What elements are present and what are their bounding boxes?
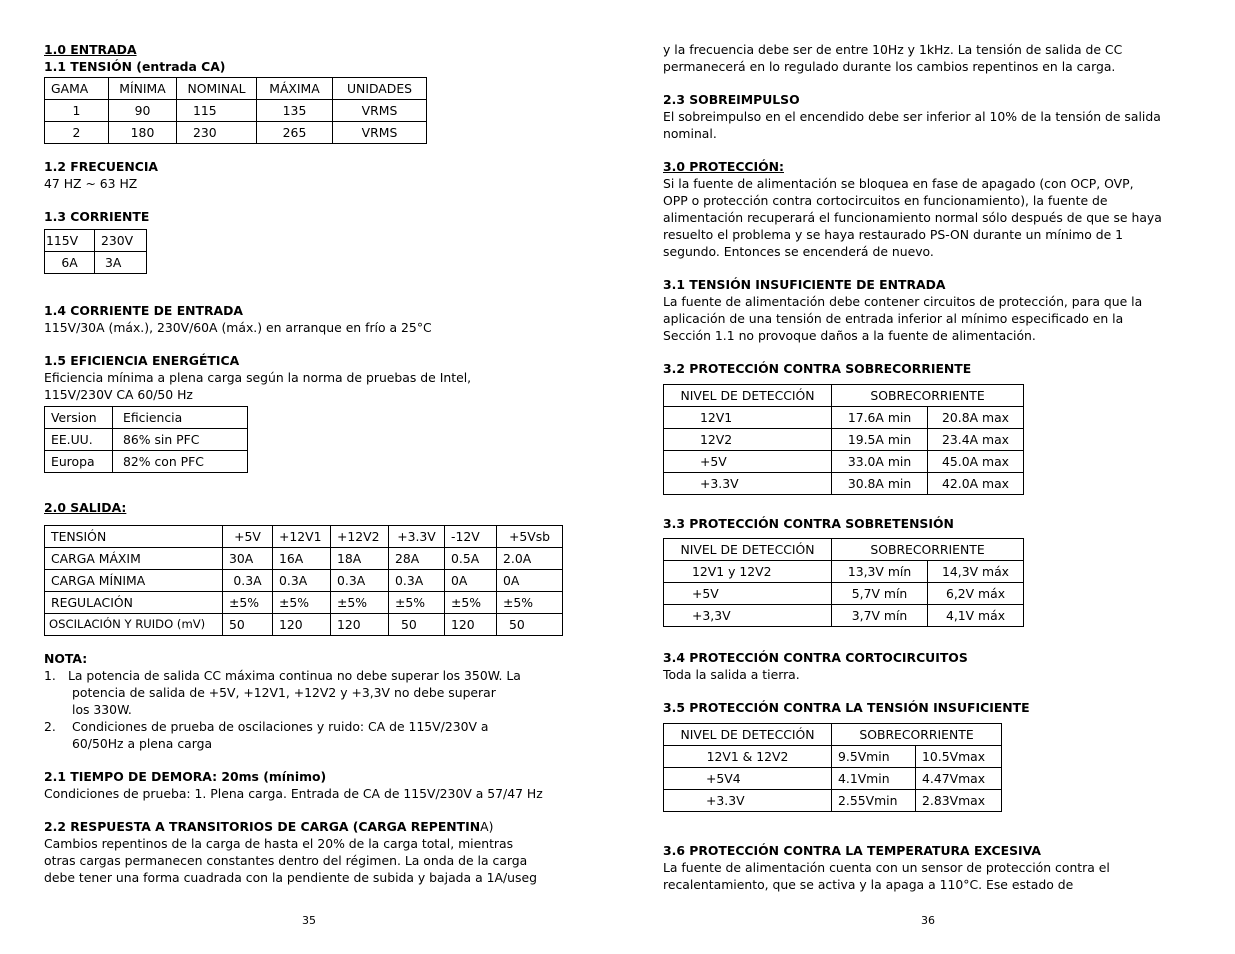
table-cell: 0A [445, 570, 497, 592]
note-number: 2. [44, 719, 56, 734]
section-text: 115V/230V CA 60/50 Hz [44, 387, 193, 402]
table-cell: GAMA [45, 78, 109, 100]
table-cell: 265 [257, 122, 333, 144]
table-cell: EE.UU. [45, 429, 113, 451]
table-header-row [45, 407, 248, 429]
section-2-3 [663, 91, 1203, 142]
table-cell: +5V4 [664, 768, 832, 790]
table-cell: +3.3V [389, 526, 445, 548]
table-row [45, 252, 147, 274]
table-cell: CARGA MÁXIM [45, 548, 223, 570]
table-cell: 20.8A max [928, 407, 1024, 429]
table-cell: 0A [497, 570, 563, 592]
section-1-3 [44, 208, 584, 225]
table-cell: 17.6A min [832, 407, 928, 429]
section-3-3 [663, 515, 1203, 532]
table-cell: 4.1Vmin [832, 768, 916, 790]
table-header-row [664, 385, 1024, 407]
table-cell: 45.0A max [928, 451, 1024, 473]
table-cell: ±5% [273, 592, 331, 614]
current-table [44, 229, 147, 274]
table-cell: 120 [331, 614, 389, 636]
table-cell: 28A [389, 548, 445, 570]
table-cell: 0.3A [223, 570, 273, 592]
section-text: 115V/30A (máx.), 230V/60A (máx.) en arranque en frío a 25°C [44, 320, 432, 335]
section-text: Toda la salida a tierra. [663, 667, 800, 682]
section-2-0 [44, 499, 584, 516]
table-cell: 50 [497, 614, 563, 636]
table-cell: 42.0A max [928, 473, 1024, 495]
table-row [664, 473, 1024, 495]
section-3-2 [663, 360, 1203, 377]
table-cell: 3A [95, 252, 147, 274]
table-row [45, 429, 248, 451]
section-3-0 [663, 158, 1203, 260]
table-cell: REGULACIÓN [45, 592, 223, 614]
table-cell: VRMS [333, 122, 427, 144]
table-row [45, 570, 563, 592]
table-cell: +12V2 [331, 526, 389, 548]
table-cell: NOMINAL [177, 78, 257, 100]
section-title: 3.4 PROTECCIÓN CONTRA CORTOCIRCUITOS [663, 650, 968, 665]
section-text: Eficiencia mínima a plena carga según la norma de pruebas de Intel, [44, 370, 472, 385]
table-cell: 23.4A max [928, 429, 1024, 451]
table-cell: 12V1 & 12V2 [664, 746, 832, 768]
section-title: 3.6 PROTECCIÓN CONTRA LA TEMPERATURA EXCESIVA [663, 843, 1041, 858]
section-text: Sección 1.1 no provoque daños a la fuente de alimentación. [663, 328, 1036, 343]
section-title: 3.3 PROTECCIÓN CONTRA SOBRETENSIÓN [663, 516, 954, 531]
table-cell: 180 [109, 122, 177, 144]
section-1-5 [44, 352, 584, 403]
section-text: recalentamiento, que se activa y la apaga a 110°C. Ese estado de [663, 877, 1074, 892]
table-row [45, 122, 427, 144]
section-text: aplicación de una tensión de entrada inferior al mínimo especificado en la [663, 311, 1124, 326]
table-cell: NIVEL DE DETECCIÓN [664, 539, 832, 561]
table-cell: 90 [109, 100, 177, 122]
table-cell: 0.3A [331, 570, 389, 592]
table-cell: ±5% [445, 592, 497, 614]
section-text: segundo. Entonces se encenderá de nuevo. [663, 244, 934, 259]
table-cell: 18A [331, 548, 389, 570]
section-title: 2.3 SOBREIMPULSO [663, 92, 800, 107]
page-number: 36 [921, 914, 935, 927]
table-cell: 50 [223, 614, 273, 636]
table-cell: 86% sin PFC [113, 429, 248, 451]
section-title-end: A) [480, 819, 494, 834]
section-3-4 [663, 649, 1203, 683]
section-3-6 [663, 842, 1203, 893]
table-header-row [664, 724, 1002, 746]
section-title: 3.0 PROTECCIÓN: [663, 159, 784, 174]
table-cell: ±5% [389, 592, 445, 614]
table-cell: 30.8A min [832, 473, 928, 495]
table-cell: 14,3V máx [928, 561, 1024, 583]
table-cell: +5V [223, 526, 273, 548]
section-title: 1.5 EFICIENCIA ENERGÉTICA [44, 353, 240, 368]
table-cell: 0.3A [273, 570, 331, 592]
table-row [45, 614, 563, 636]
table-cell: 30A [223, 548, 273, 570]
section-3-5 [663, 699, 1203, 716]
table-cell: CARGA MÍNIMA [45, 570, 223, 592]
section-text: resuelto el problema y se haya restaurado PS-ON durante un mínimo de 1 [663, 227, 1124, 242]
section-1-4 [44, 302, 584, 336]
table-cell: 115 [177, 100, 257, 122]
section-text: alimentación recuperará el funcionamiento normal sólo después de que se haya [663, 210, 1162, 225]
table-cell: 120 [273, 614, 331, 636]
table-cell: TENSIÓN [45, 526, 223, 548]
table-cell: +5V [664, 583, 832, 605]
table-cell: 120 [445, 614, 497, 636]
table-cell: 0.3A [389, 570, 445, 592]
table-cell: MÍNIMA [109, 78, 177, 100]
section-title: 1.3 CORRIENTE [44, 209, 150, 224]
table-row [664, 605, 1024, 627]
left-page [44, 41, 584, 886]
section-1-2 [44, 158, 584, 192]
efficiency-table [44, 406, 248, 473]
table-cell: 33.0A min [832, 451, 928, 473]
table-cell: 6A [45, 252, 95, 274]
table-cell: 19.5A min [832, 429, 928, 451]
table-cell: SOBRECORRIENTE [832, 385, 1024, 407]
note-number: 1. [44, 668, 56, 683]
input-voltage-table [44, 77, 427, 144]
table-cell: 2.55Vmin [832, 790, 916, 812]
table-header-row [45, 230, 147, 252]
table-cell: 50 [389, 614, 445, 636]
table-cell: UNIDADES [333, 78, 427, 100]
overcurrent-table [663, 384, 1024, 495]
table-cell: ±5% [331, 592, 389, 614]
section-2-2 [44, 818, 584, 886]
table-row [45, 548, 563, 570]
table-header-row [664, 539, 1024, 561]
section-title: 1.0 ENTRADA [44, 42, 137, 57]
table-cell: +5V [664, 451, 832, 473]
section-3-1 [663, 276, 1203, 344]
table-cell: NIVEL DE DETECCIÓN [664, 724, 832, 746]
section-title: 1.4 CORRIENTE DE ENTRADA [44, 303, 244, 318]
table-row [664, 583, 1024, 605]
table-cell: 2 [45, 122, 109, 144]
table-cell: OSCILACIÓN Y RUIDO (mV) [45, 614, 223, 636]
section-text: nominal. [663, 126, 717, 141]
note-line: potencia de salida de +5V, +12V1, +12V2 y +3,3V no debe superar [72, 685, 496, 700]
overvoltage-table [663, 538, 1024, 627]
note-line: Condiciones de prueba de oscilaciones y ruido: CA de 115V/230V a [72, 719, 489, 734]
table-cell: 115V [45, 230, 95, 252]
table-cell: 6,2V máx [928, 583, 1024, 605]
note-block [44, 650, 584, 752]
table-cell: 4,1V máx [928, 605, 1024, 627]
note-line: los 330W. [72, 702, 132, 717]
table-cell: 135 [257, 100, 333, 122]
note-title: NOTA: [44, 651, 88, 666]
table-cell: +12V1 [273, 526, 331, 548]
section-2-1 [44, 768, 584, 802]
section-text: Condiciones de prueba: 1. Plena carga. Entrada de CA de 115V/230V a 57/47 Hz [44, 786, 543, 801]
table-cell: 10.5Vmax [916, 746, 1002, 768]
section-text: Si la fuente de alimentación se bloquea en fase de apagado (con OCP, OVP, [663, 176, 1134, 191]
table-cell: +5Vsb [497, 526, 563, 548]
table-row [664, 451, 1024, 473]
note-line: 60/50Hz a plena carga [72, 736, 213, 751]
section-text: La fuente de alimentación cuenta con un sensor de protección contra el [663, 860, 1110, 875]
table-cell: ±5% [223, 592, 273, 614]
table-cell: NIVEL DE DETECCIÓN [664, 385, 832, 407]
table-row [664, 429, 1024, 451]
section-text: Cambios repentinos de la carga de hasta el 20% de la carga total, mientras [44, 836, 514, 851]
table-cell: SOBRECORRIENTE [832, 539, 1024, 561]
table-cell: -12V [445, 526, 497, 548]
table-cell: 9.5Vmin [832, 746, 916, 768]
table-cell: 82% con PFC [113, 451, 248, 473]
subsection-title: 1.1 TENSIÓN (entrada CA) [44, 59, 226, 74]
note-item [44, 718, 584, 752]
right-page [663, 41, 1203, 893]
note-line: La potencia de salida CC máxima continua no debe superar los 350W. La [68, 668, 521, 683]
section-title: 2.0 SALIDA: [44, 500, 127, 515]
table-row [664, 768, 1002, 790]
section-text: debe tener una forma cuadrada con la pendiente de subida y bajada a 1A/useg [44, 870, 537, 885]
table-row [664, 746, 1002, 768]
section-text: El sobreimpulso en el encendido debe ser inferior al 10% de la tensión de salida [663, 109, 1161, 124]
section-text: 47 HZ ~ 63 HZ [44, 176, 138, 191]
section-text: otras cargas permanecen constantes dentro del régimen. La onda de la carga [44, 853, 528, 868]
table-row [664, 407, 1024, 429]
table-cell: Version [45, 407, 113, 429]
table-row [45, 451, 248, 473]
table-cell: VRMS [333, 100, 427, 122]
section-title: 3.2 PROTECCIÓN CONTRA SOBRECORRIENTE [663, 361, 972, 376]
section-title: 2.2 RESPUESTA A TRANSITORIOS DE CARGA (CARGA REPENTIN [44, 819, 481, 834]
section-title: 1.2 FRECUENCIA [44, 159, 159, 174]
table-cell: MÁXIMA [257, 78, 333, 100]
table-cell: 230V [95, 230, 147, 252]
page-number: 35 [302, 914, 316, 927]
table-cell: 1 [45, 100, 109, 122]
section-text: OPP o protección contra cortocircuitos en funcionamiento), la fuente de [663, 193, 1108, 208]
table-row [45, 592, 563, 614]
table-row [45, 100, 427, 122]
table-cell: +3,3V [664, 605, 832, 627]
table-cell: 12V2 [664, 429, 832, 451]
undervoltage-table [663, 723, 1002, 812]
table-cell: 4.47Vmax [916, 768, 1002, 790]
output-table [44, 525, 563, 636]
table-cell: ±5% [497, 592, 563, 614]
section-1-0 [44, 41, 584, 75]
table-cell: Eficiencia [113, 407, 248, 429]
table-cell: 12V1 [664, 407, 832, 429]
table-row [664, 790, 1002, 812]
table-cell: 2.83Vmax [916, 790, 1002, 812]
table-cell: 5,7V mín [832, 583, 928, 605]
table-cell: 230 [177, 122, 257, 144]
table-cell: 12V1 y 12V2 [664, 561, 832, 583]
section-text: y la frecuencia debe ser de entre 10Hz y 1kHz. La tensión de salida de CC [663, 42, 1123, 57]
table-cell: 16A [273, 548, 331, 570]
section-title: 3.1 TENSIÓN INSUFICIENTE DE ENTRADA [663, 277, 946, 292]
section-title: 3.5 PROTECCIÓN CONTRA LA TENSIÓN INSUFICIENTE [663, 700, 1030, 715]
table-cell: 0.5A [445, 548, 497, 570]
table-header-row [45, 78, 427, 100]
table-cell: 2.0A [497, 548, 563, 570]
table-cell: Europa [45, 451, 113, 473]
table-cell: +3.3V [664, 790, 832, 812]
continued-text [663, 41, 1203, 75]
table-row [664, 561, 1024, 583]
table-cell: +3.3V [664, 473, 832, 495]
section-text: La fuente de alimentación debe contener circuitos de protección, para que la [663, 294, 1143, 309]
table-cell: SOBRECORRIENTE [832, 724, 1002, 746]
section-text: permanecerá en lo regulado durante los cambios repentinos en la carga. [663, 59, 1116, 74]
note-item [44, 667, 584, 718]
table-cell: 3,7V mín [832, 605, 928, 627]
table-header-row [45, 526, 563, 548]
table-cell: 13,3V mín [832, 561, 928, 583]
section-title: 2.1 TIEMPO DE DEMORA: 20ms (mínimo) [44, 769, 327, 784]
